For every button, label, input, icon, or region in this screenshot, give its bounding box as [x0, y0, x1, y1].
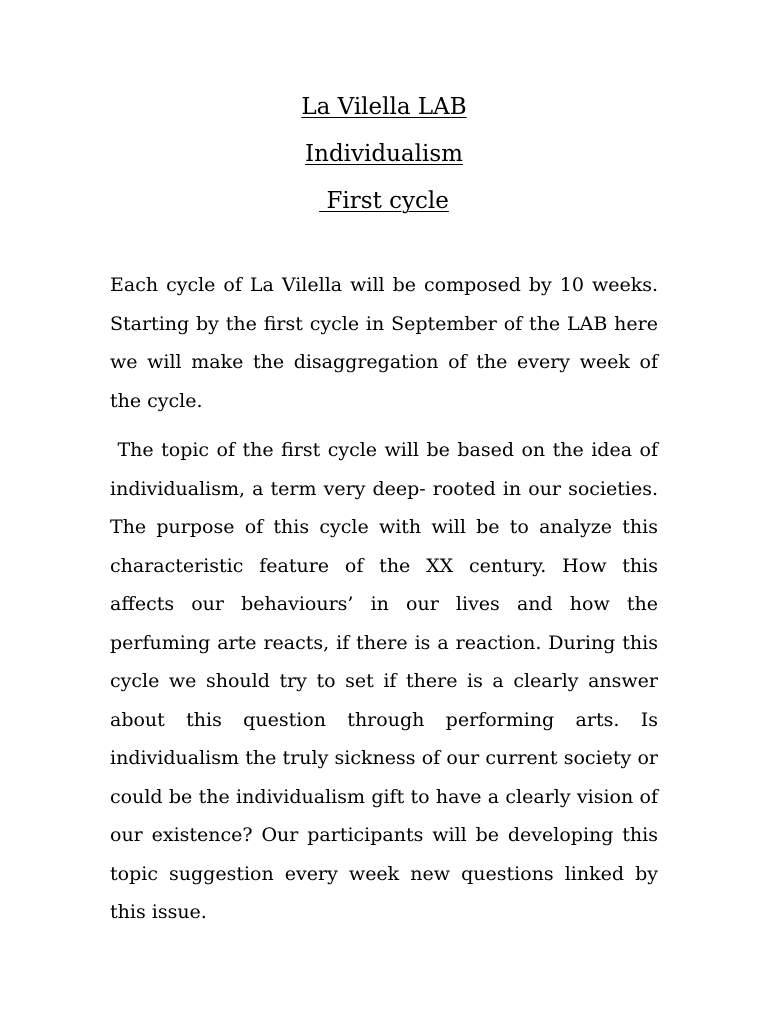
- document-title-block: [0, 84, 768, 225]
- body-paragraph-intro: Each cycle of La Vilella will be composed by 10 weeks. Starting by the first cycle in September of the LAB here we will make the disaggregation of the every week of the cycle.: [110, 274, 665, 412]
- document-title: La Vilella LAB: [301, 94, 467, 120]
- document-subtitle: Individualism: [305, 141, 463, 167]
- document-cycle-heading: First cycle: [319, 188, 449, 214]
- body-paragraph-topic: The topic of the first cycle will be based on the idea of individualism, a term very deep- rooted in our societies. The purpose of this cycle with will be to analyze this characteristic feature of the XX century. How this affects our behaviours’ in our lives and how the perfuming arte reacts, if there is a reaction. During this cycle we should try to set if there is a clearly answer about this question through performing arts. Is individualism the truly sickness of our current society or could be the individualism gift to have a clearly vision of our existence? Our participants will be developing this topic suggestion every week new questions linked by this issue.: [110, 439, 665, 923]
